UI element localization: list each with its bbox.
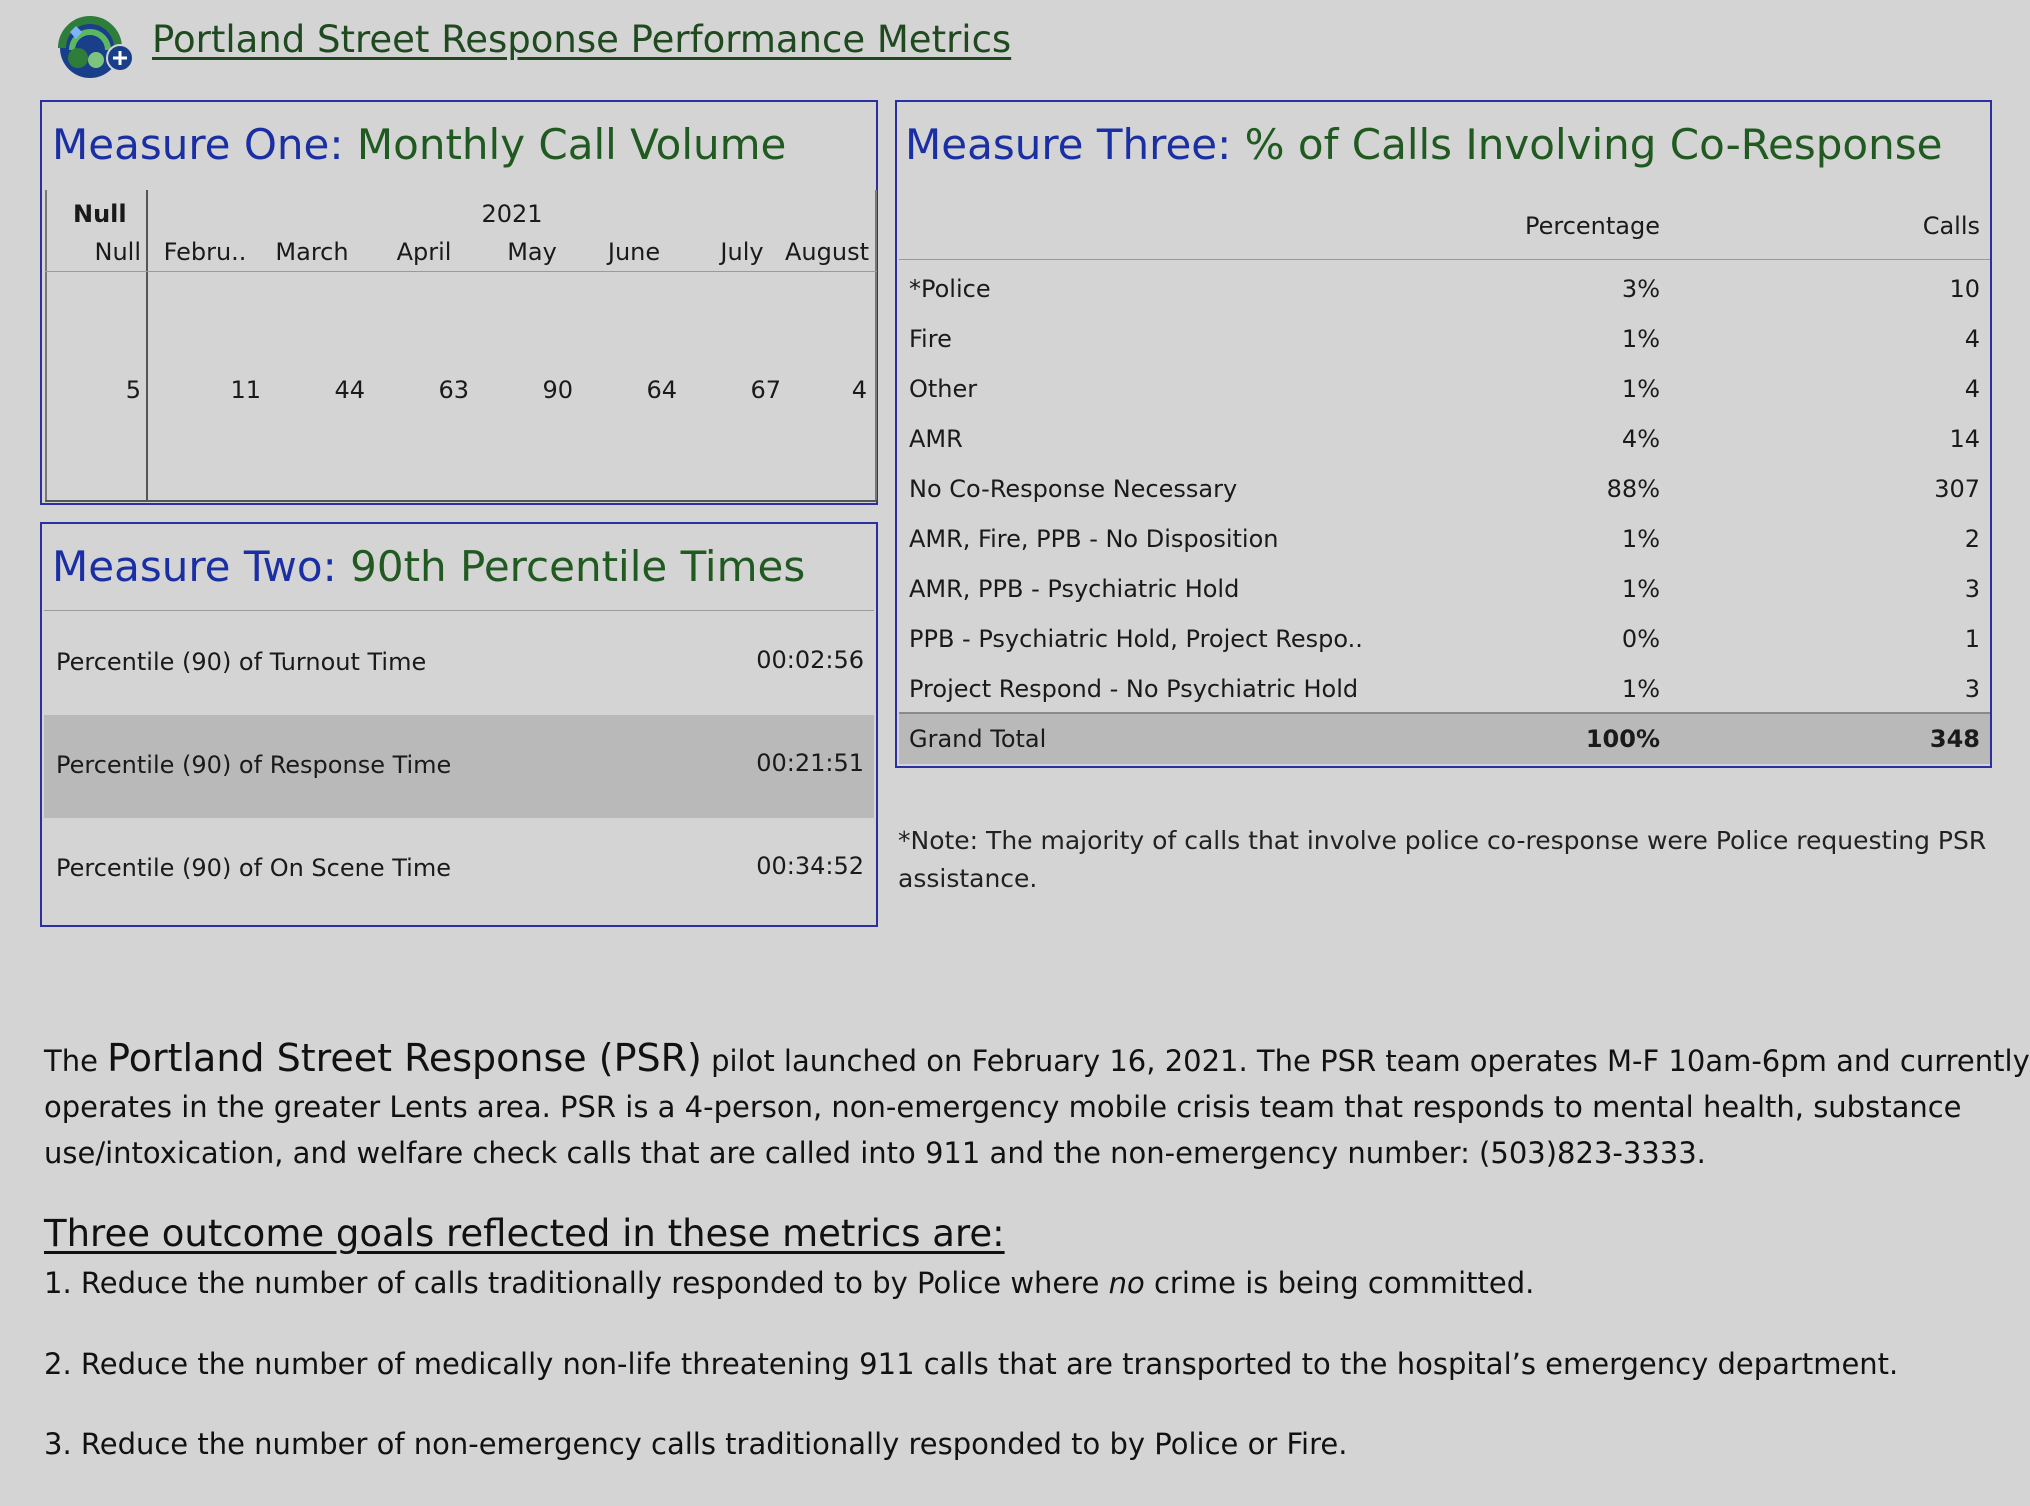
goal-1-before: 1. Reduce the number of calls traditionally responded to by Police where [44,1266,1100,1300]
goal-item [44,1266,1534,1300]
month-value: 64 [646,376,677,404]
goal-1-emphasis: no [1108,1266,1145,1300]
psr-logo-icon [48,14,140,78]
percentile-label: Percentile (90) of Response Time [56,751,452,779]
grand-total-calls: 348 [1929,725,1980,753]
monthly-call-volume-table [45,190,877,502]
calls-column-header: Calls [1922,212,1980,240]
measure-three-panel [895,100,1992,768]
measure-three-title [905,120,1942,169]
measure-one-title [52,120,786,169]
goal-1-after: crime is being committed. [1153,1266,1535,1300]
police-note: *Note: The majority of calls that involve police co-response were Police requesting PSR assistance. [898,826,1987,893]
month-value: 67 [750,376,781,404]
month-header: June [607,238,661,266]
co-response-row [899,262,1990,312]
percentile-label: Percentile (90) of On Scene Time [56,854,451,882]
measure-one-heading: Monthly Call Volume [356,120,787,169]
calls-value: 2 [1964,525,1980,553]
percentage-column-header: Percentage [1524,212,1660,240]
co-response-row [899,662,1990,712]
percentile-row [44,715,874,818]
calls-value: 307 [1934,475,1980,503]
month-header: August [785,238,869,266]
intro-line-3: use/intoxication, and welfare check calls that are called into 911 and the non-emergency number: (503)823-3333. [44,1136,1706,1170]
co-response-row [899,312,1990,362]
measure-two-title [52,542,805,591]
percentage-value: 0% [1621,625,1660,653]
category-label: AMR [909,425,963,453]
category-label: Fire [909,325,952,353]
category-label: AMR, Fire, PPB - No Disposition [909,525,1279,553]
measure-one-label: Measure One: [52,120,344,169]
measure-two-panel [40,522,878,927]
percentile-label: Percentile (90) of Turnout Time [56,648,427,676]
month-value: 63 [438,376,469,404]
percentage-value: 88% [1606,475,1660,503]
null-header-bottom: Null [94,238,141,266]
percentage-value: 1% [1621,525,1660,553]
category-label: No Co-Response Necessary [909,475,1238,503]
category-label: Project Respond - No Psychiatric Hold [909,675,1359,703]
year-header: 2021 [481,200,543,228]
goal-item: 2. Reduce the number of medically non-life threatening 911 calls that are transported to the hospital’s emergency department. [44,1347,1899,1381]
percentage-value: 1% [1621,375,1660,403]
intro-line-1-rest: pilot launched on February 16, 2021. The PSR team operates M-F 10am-6pm and currently [711,1044,2030,1078]
calls-value: 10 [1949,275,1980,303]
co-response-row [899,462,1990,512]
grand-total-row [899,712,1990,764]
grand-total-percentage: 100% [1585,725,1660,753]
measure-three-label: Measure Three: [905,120,1232,169]
month-value: 11 [230,376,261,404]
intro-line-2: operates in the greater Lents area. PSR is a 4-person, non-emergency mobile crisis team that responds to mental health, substance [44,1090,1962,1124]
percentage-value: 1% [1621,675,1660,703]
goal-item: 3. Reduce the number of non-emergency calls traditionally responded to by Police or Fire. [44,1427,1348,1461]
intro-prefix: The [44,1044,98,1078]
percentile-value: 00:02:56 [756,646,864,674]
month-value: 90 [542,376,573,404]
month-header: Febru.. [163,238,247,266]
intro-line-1 [44,1035,2030,1084]
null-header-top: Null [73,200,127,228]
category-label: PPB - Psychiatric Hold, Project Respo.. [909,625,1363,653]
month-header: March [275,238,349,266]
page-title: Portland Street Response Performance Metrics [152,18,1012,61]
calls-value: 4 [1964,325,1980,353]
calls-value: 3 [1964,575,1980,603]
calls-value: 14 [1949,425,1980,453]
co-response-row [899,512,1990,562]
percentage-value: 4% [1621,425,1660,453]
intro-paragraph [44,1035,2030,1176]
null-value: 5 [125,376,141,404]
percentage-value: 3% [1621,275,1660,303]
calls-value: 3 [1964,675,1980,703]
program-name: Portland Street Response (PSR) [107,1036,702,1080]
percentile-value: 00:21:51 [756,749,864,777]
percentile-row [44,612,874,715]
goals-heading: Three outcome goals reflected in these metrics are: [44,1212,1005,1255]
category-label: *Police [909,275,991,303]
percentage-value: 1% [1621,325,1660,353]
grand-total-label: Grand Total [909,725,1047,753]
percentage-value: 1% [1621,575,1660,603]
measure-one-panel [40,100,878,505]
co-response-row [899,612,1990,662]
month-header: July [720,238,764,266]
percentile-value: 00:34:52 [756,852,864,880]
month-value: 44 [334,376,365,404]
measure-three-heading: % of Calls Involving Co-Response [1244,120,1943,169]
calls-value: 1 [1964,625,1980,653]
month-value: 4 [851,376,867,404]
measure-two-label: Measure Two: [52,542,337,591]
measure-two-heading: 90th Percentile Times [350,542,806,591]
percentile-row [44,818,874,921]
category-label: AMR, PPB - Psychiatric Hold [909,575,1240,603]
month-header: April [396,238,452,266]
calls-value: 4 [1964,375,1980,403]
co-response-row [899,562,1990,612]
month-header: May [507,238,557,266]
co-response-row [899,362,1990,412]
co-response-row [899,412,1990,462]
category-label: Other [909,375,978,403]
